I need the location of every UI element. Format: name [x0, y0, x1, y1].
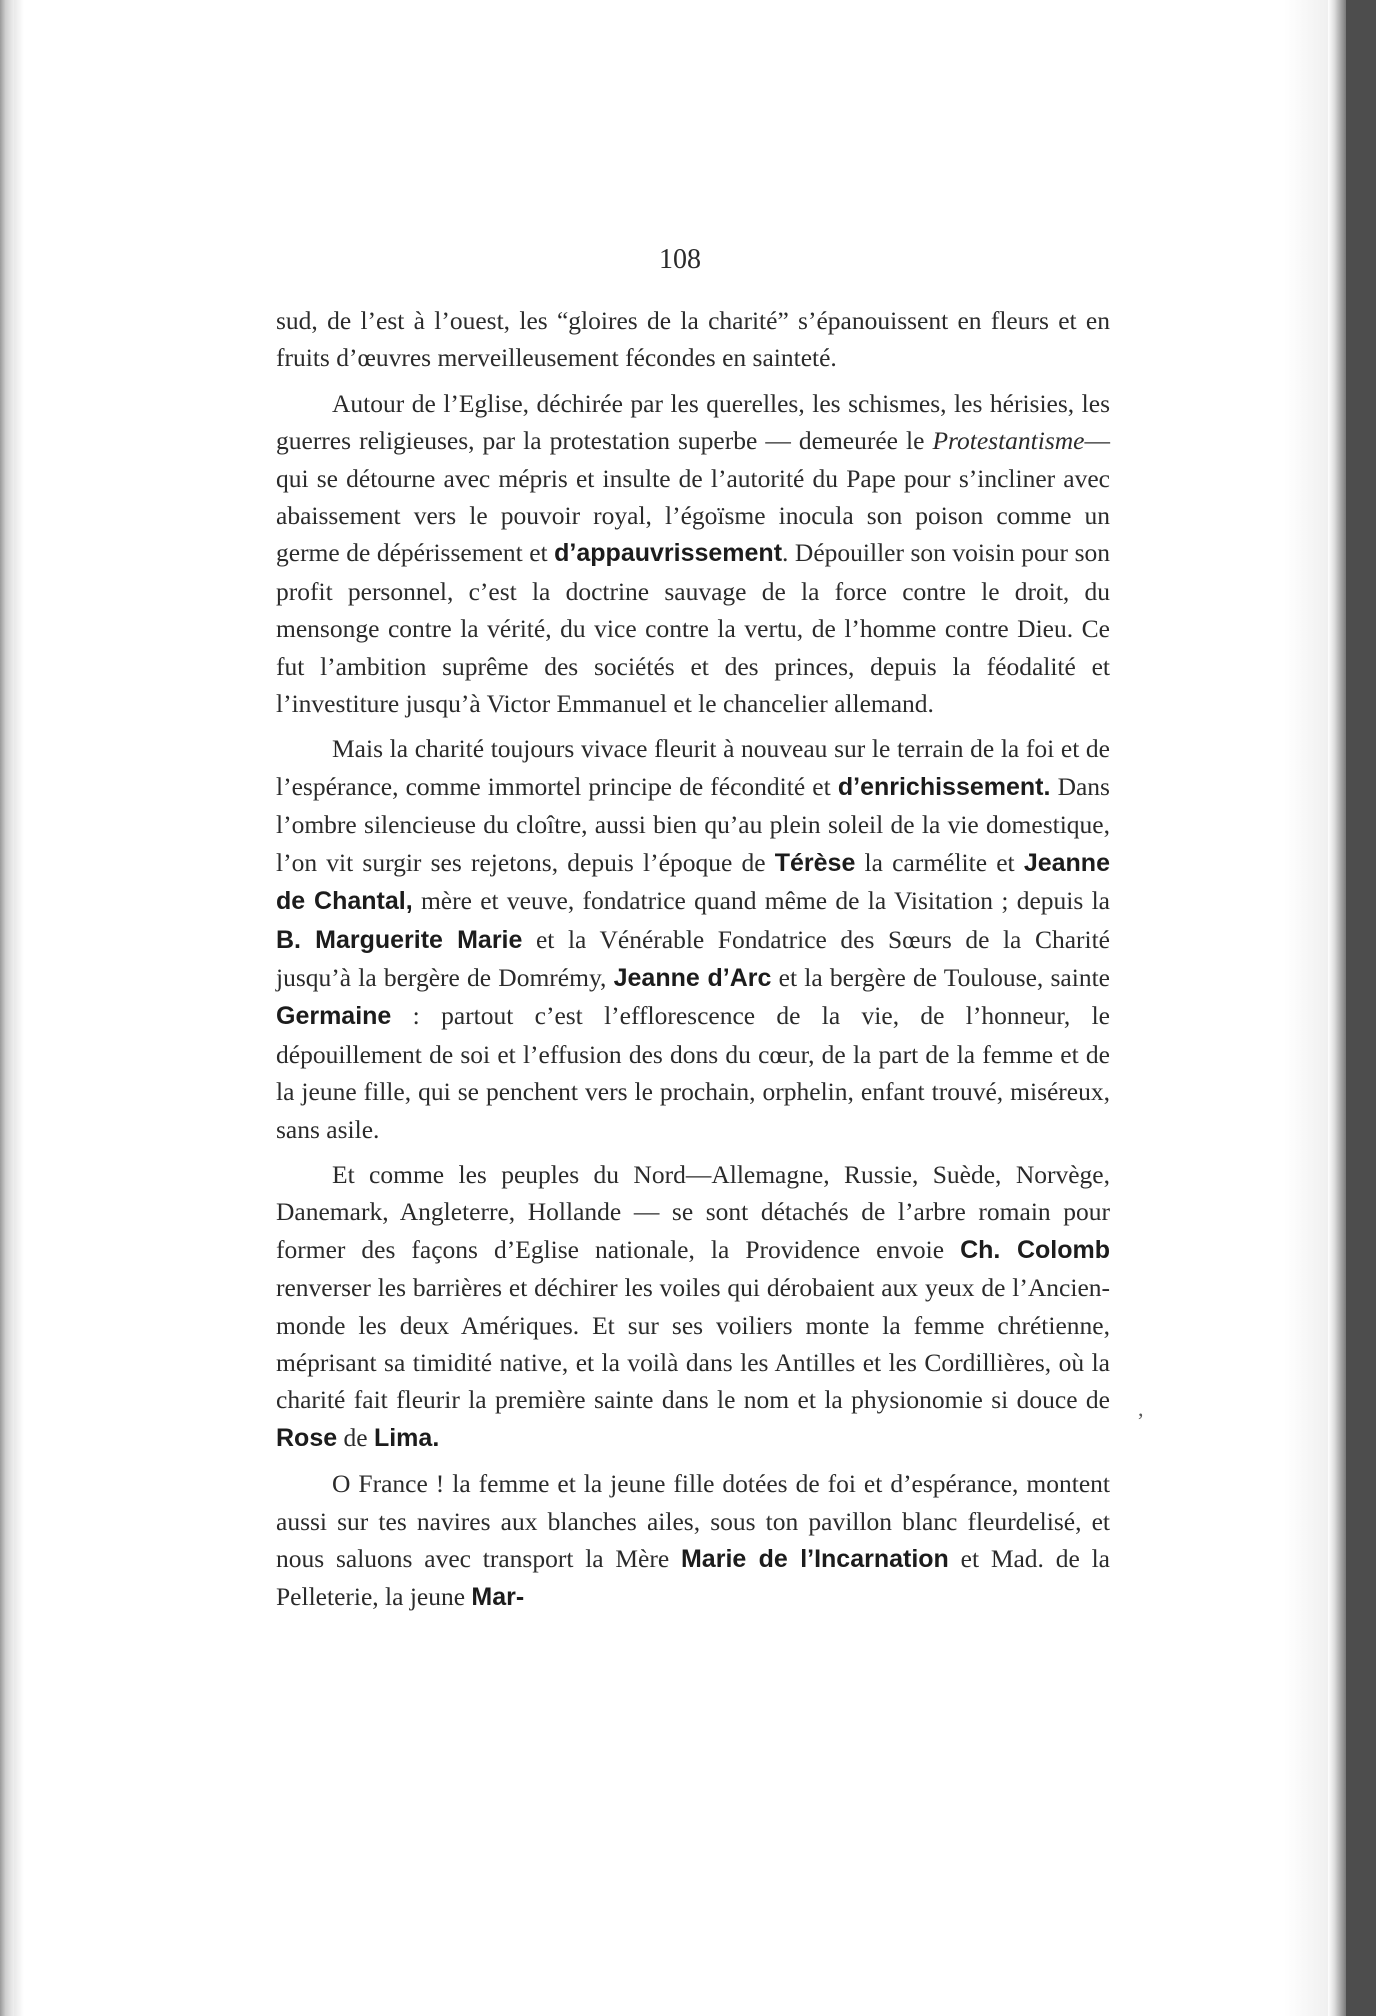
- bold-name: Germaine: [276, 1002, 392, 1031]
- italic-term: Protestantisme: [932, 426, 1085, 456]
- bold-name: d’appauvrissement: [554, 539, 783, 568]
- bold-name: B. Marguerite Marie: [276, 925, 523, 954]
- text-segment: O France ! la femme et la jeune fille dotées de foi et d’espérance, montent aussi sur tes navires aux blanches ailes, sous ton pavillon blanc fleurdelisé, et nous saluons avec transport la Mère: [276, 1469, 1110, 1573]
- text-segment: mère et veuve, fondatrice quand même de la Visitation ; depuis la: [412, 886, 1110, 916]
- bold-name: Térèse: [774, 848, 856, 877]
- bold-name: Marie de l’Incarnation: [680, 1545, 949, 1573]
- text-segment: . Dépouiller son voisin pour son profit personnel, c’est la doctrine sauvage de la force contre le droit, du mensonge contre la vérité, du vice contre la vertu, de l’homme contre Dieu. Ce fut l’ambition suprême des sociétés et des princes, depuis la féodalité et l’investiture jusqu’à Victor Emmanuel et le chancelier allemand.: [276, 538, 1110, 719]
- margin-mark: ,: [1138, 1396, 1144, 1421]
- bold-name: Mar-: [471, 1583, 525, 1612]
- paragraph: [276, 302, 1110, 377]
- bold-name: Ch. Colomb: [960, 1235, 1110, 1264]
- bold-name: Jeanne d’Arc: [613, 963, 772, 992]
- text-segment: la carmélite et: [855, 847, 1024, 877]
- paragraph: [276, 385, 1110, 723]
- text-segment: et Mad. de la Pelleterie, la jeune: [276, 1544, 1110, 1612]
- text-segment: et la bergère de Toulouse, sainte: [771, 962, 1110, 992]
- page-right-dark: [1346, 0, 1376, 2016]
- page-right-shade: [1284, 0, 1328, 2016]
- bold-name: Lima.: [373, 1423, 440, 1452]
- bold-name: Rose: [276, 1423, 338, 1452]
- page-left-edge: [0, 0, 14, 2016]
- text-segment: renverser les barrières et déchirer les voiles qui dérobaient aux yeux de l’Ancien-monde les deux Amériques. Et sur ses voiliers monte la femme chrétienne, méprisant sa timidité native, et la voilà dans les Antilles et les Cordillières, où la charité fait fleurir la première sainte dans le nom et la physionomie si douce de: [276, 1273, 1110, 1415]
- text-segment: sud, de l’est à l’ouest, les “gloires de la charité” s’épanouissent en fleurs et en fruits d’œuvres merveilleusement fécondes en sainteté.: [276, 306, 1110, 373]
- bold-name: d’enrichissement.: [837, 772, 1051, 801]
- text-segment: Dans l’ombre silencieuse du cloître, aussi bien qu’au plein soleil de la vie domestique, l’on vit surgir ses rejetons, depuis l’époque de: [276, 771, 1110, 877]
- text-segment: Autour de l’Eglise, déchirée par les querelles, les schismes, les hérisies, les guerres religieuses, par la protestation superbe — demeurée le: [276, 388, 1110, 456]
- page-left-shadow: [14, 0, 24, 2016]
- text-segment: et la Vénérable Fondatrice des Sœurs de la Charité jusqu’à la bergère de Domrémy,: [276, 924, 1110, 992]
- text-segment: : partout c’est l’efflorescence de la vie, de l’honneur, le dépouillement de soi et l’effusion des dons du cœur, de la part de la femme et de la jeune fille, qui se penchent vers le prochain, orphelin, enfant trouvé, miséreux, sans asile.: [276, 1001, 1110, 1144]
- text-segment: Et comme les peuples du Nord—Allemagne, Russie, Suède, Norvège, Danemark, Angleterre, Hollande — se sont détachés de l’arbre romain pour former des façons d’Eglise nationale, la Providence envoie: [276, 1159, 1110, 1264]
- text-segment: Mais la charité toujours vivace fleurit à nouveau sur le terrain de la foi et de l’espérance, comme immortel principe de fécondité et: [276, 734, 1110, 801]
- paragraph: [276, 730, 1110, 1147]
- body-text: [276, 302, 1110, 1625]
- bold-name: Jeanne de Chantal,: [276, 848, 1110, 916]
- page-right-fold: [1328, 0, 1346, 2016]
- paragraph: [276, 1156, 1110, 1457]
- text-segment: de: [337, 1422, 374, 1452]
- page-number: 108: [659, 244, 701, 275]
- text-segment: — qui se détourne avec mépris et insulte de l’autorité du Pape pour s’incliner avec abaissement vers le pouvoir royal, l’égoïsme inocula son poison comme un germe de dépérissement et: [276, 426, 1110, 568]
- paragraph: [276, 1465, 1110, 1617]
